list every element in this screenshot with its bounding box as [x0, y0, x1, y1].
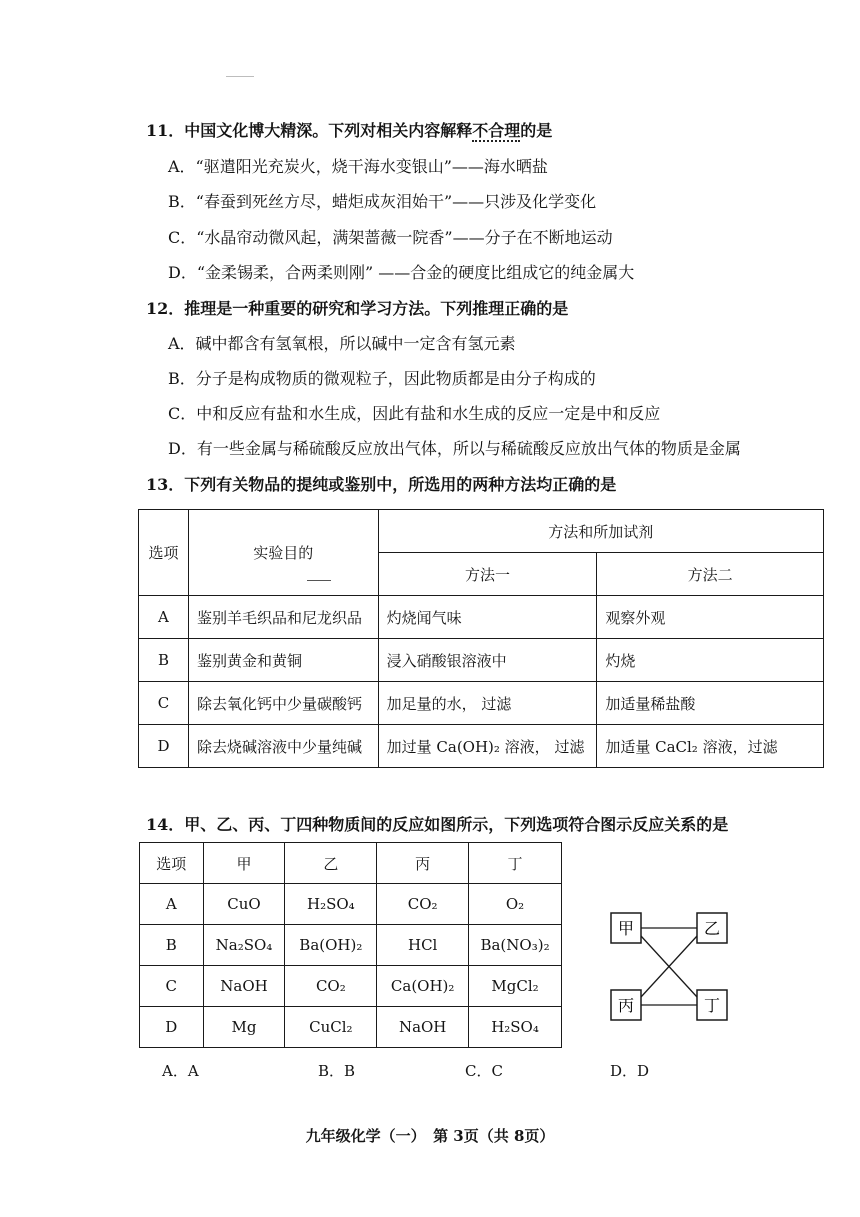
q11-option-d: D．“金柔锡柔，合两柔则刚” ——合金的硬度比组成它的纯金属大: [168, 263, 635, 282]
diagram-box-yi: [697, 913, 727, 943]
pen-mark: [226, 76, 254, 77]
page-footer: 九年级化学（一） 第 3页（共 8页）: [305, 1127, 555, 1145]
table-cell: NaOH: [203, 966, 285, 1007]
q12-option-c: C．中和反应有盐和水生成，因此有盐和水生成的反应一定是中和反应: [168, 404, 661, 423]
table-cell: Ba(OH)₂: [285, 925, 377, 966]
table-cell: H₂SO₄: [469, 1007, 562, 1048]
q13-row-method1: 灼烧闻气味: [378, 596, 597, 639]
q13-row-method2: 加适量 CaCl₂ 溶液，过滤: [597, 725, 824, 768]
table-cell: Ca(OH)₂: [377, 966, 469, 1007]
table-cell: C: [140, 966, 204, 1007]
q14-header-option: 选项: [140, 843, 204, 884]
q13-row-method1: 加足量的水， 过滤: [378, 682, 597, 725]
diagram-box-jia: [611, 913, 641, 943]
table-row: [139, 682, 824, 725]
table-cell: MgCl₂: [469, 966, 562, 1007]
q14-answer-a: A．A: [162, 1062, 199, 1080]
table-cell: CO₂: [377, 884, 469, 925]
table-cell: H₂SO₄: [285, 884, 377, 925]
q13-row-method2: 观察外观: [597, 596, 824, 639]
q13-row-purpose: 鉴别黄金和黄铜: [188, 639, 378, 682]
q14-header-jia: 甲: [203, 843, 285, 884]
q13-row-method1: 加过量 Ca(OH)₂ 溶液， 过滤: [378, 725, 597, 768]
q11-stem-before: 11．中国文化博大精深。下列对相关内容解释: [146, 121, 473, 140]
diagram-label-yi: 乙: [703, 919, 721, 938]
diagram-label-ding: 丁: [703, 996, 721, 1015]
question-12-stem: 12．推理是一种重要的研究和学习方法。下列推理正确的是: [146, 299, 569, 318]
pen-mark: [307, 580, 331, 581]
table-cell: Na₂SO₄: [203, 925, 285, 966]
diagram-label-jia: 甲: [617, 919, 635, 938]
q13-row-purpose: 鉴别羊毛织品和尼龙织品: [188, 596, 378, 639]
question-11-stem: [146, 121, 552, 141]
q13-row-purpose: 除去烧碱溶液中少量纯碱: [188, 725, 378, 768]
table-cell: A: [140, 884, 204, 925]
q13-row-purpose: 除去氧化钙中少量碳酸钙: [188, 682, 378, 725]
q13-row-option: C: [139, 682, 189, 725]
q13-row-method2: 加适量稀盐酸: [597, 682, 824, 725]
table-row: [140, 966, 562, 1007]
table-cell: Mg: [203, 1007, 285, 1048]
table-cell: HCl: [377, 925, 469, 966]
q14-answer-d: D．D: [610, 1062, 650, 1080]
q14-header-row: [140, 843, 562, 884]
q11-stem-emphasis: 不合理: [472, 121, 521, 140]
table-row: [139, 596, 824, 639]
q13-row-option: D: [139, 725, 189, 768]
q11-option-b: B．“春蚕到死丝方尽，蜡炬成灰泪始干”——只涉及化学变化: [168, 192, 597, 211]
q12-option-b: B．分子是构成物质的微观粒子，因此物质都是由分子构成的: [168, 369, 596, 388]
diagram-box-bing: [611, 990, 641, 1020]
table-cell: CuO: [203, 884, 285, 925]
q13-table: [138, 509, 824, 768]
table-cell: NaOH: [377, 1007, 469, 1048]
diagram-box-ding: [697, 990, 727, 1020]
q14-header-yi: 乙: [285, 843, 377, 884]
table-row: [140, 925, 562, 966]
question-14-stem: 14．甲、乙、丙、丁四种物质间的反应如图所示，下列选项符合图示反应关系的是: [146, 815, 729, 834]
q13-header-purpose: 实验目的: [188, 510, 378, 596]
table-row: [139, 725, 824, 768]
q14-answer-c: C．C: [465, 1062, 503, 1080]
q14-header-bing: 丙: [377, 843, 469, 884]
reaction-diagram: [605, 900, 735, 1030]
q13-header-method2: 方法二: [597, 553, 824, 596]
table-cell: D: [140, 1007, 204, 1048]
table-row: [140, 884, 562, 925]
q13-row-option: B: [139, 639, 189, 682]
q11-option-c: C．“水晶帘动微风起，满架蔷薇一院香”——分子在不断地运动: [168, 228, 613, 247]
table-cell: CO₂: [285, 966, 377, 1007]
question-13-stem: 13．下列有关物品的提纯或鉴别中，所选用的两种方法均正确的是: [146, 475, 617, 494]
q13-header-method1: 方法一: [378, 553, 597, 596]
table-cell: O₂: [469, 884, 562, 925]
q13-row-method1: 浸入硝酸银溶液中: [378, 639, 597, 682]
q11-stem-after: 的是: [520, 121, 553, 140]
table-row: [139, 639, 824, 682]
q14-table: [139, 842, 562, 1048]
q11-option-a: A．“驱遣阳光充炭火，烧干海水变银山”——海水晒盐: [168, 157, 548, 176]
q14-header-ding: 丁: [469, 843, 562, 884]
table-row: [140, 1007, 562, 1048]
q13-row-option: A: [139, 596, 189, 639]
q13-header-option: 选项: [139, 510, 189, 596]
q13-header-methods: 方法和所加试剂: [378, 510, 823, 553]
table-cell: CuCl₂: [285, 1007, 377, 1048]
diagram-label-bing: 丙: [617, 996, 635, 1015]
table-cell: Ba(NO₃)₂: [469, 925, 562, 966]
q14-answer-b: B．B: [318, 1062, 356, 1080]
q12-option-a: A．碱中都含有氢氧根，所以碱中一定含有氢元素: [168, 334, 516, 353]
q12-option-d: D．有一些金属与稀硫酸反应放出气体，所以与稀硫酸反应放出气体的物质是金属: [168, 439, 741, 458]
table-cell: B: [140, 925, 204, 966]
q13-row-method2: 灼烧: [597, 639, 824, 682]
